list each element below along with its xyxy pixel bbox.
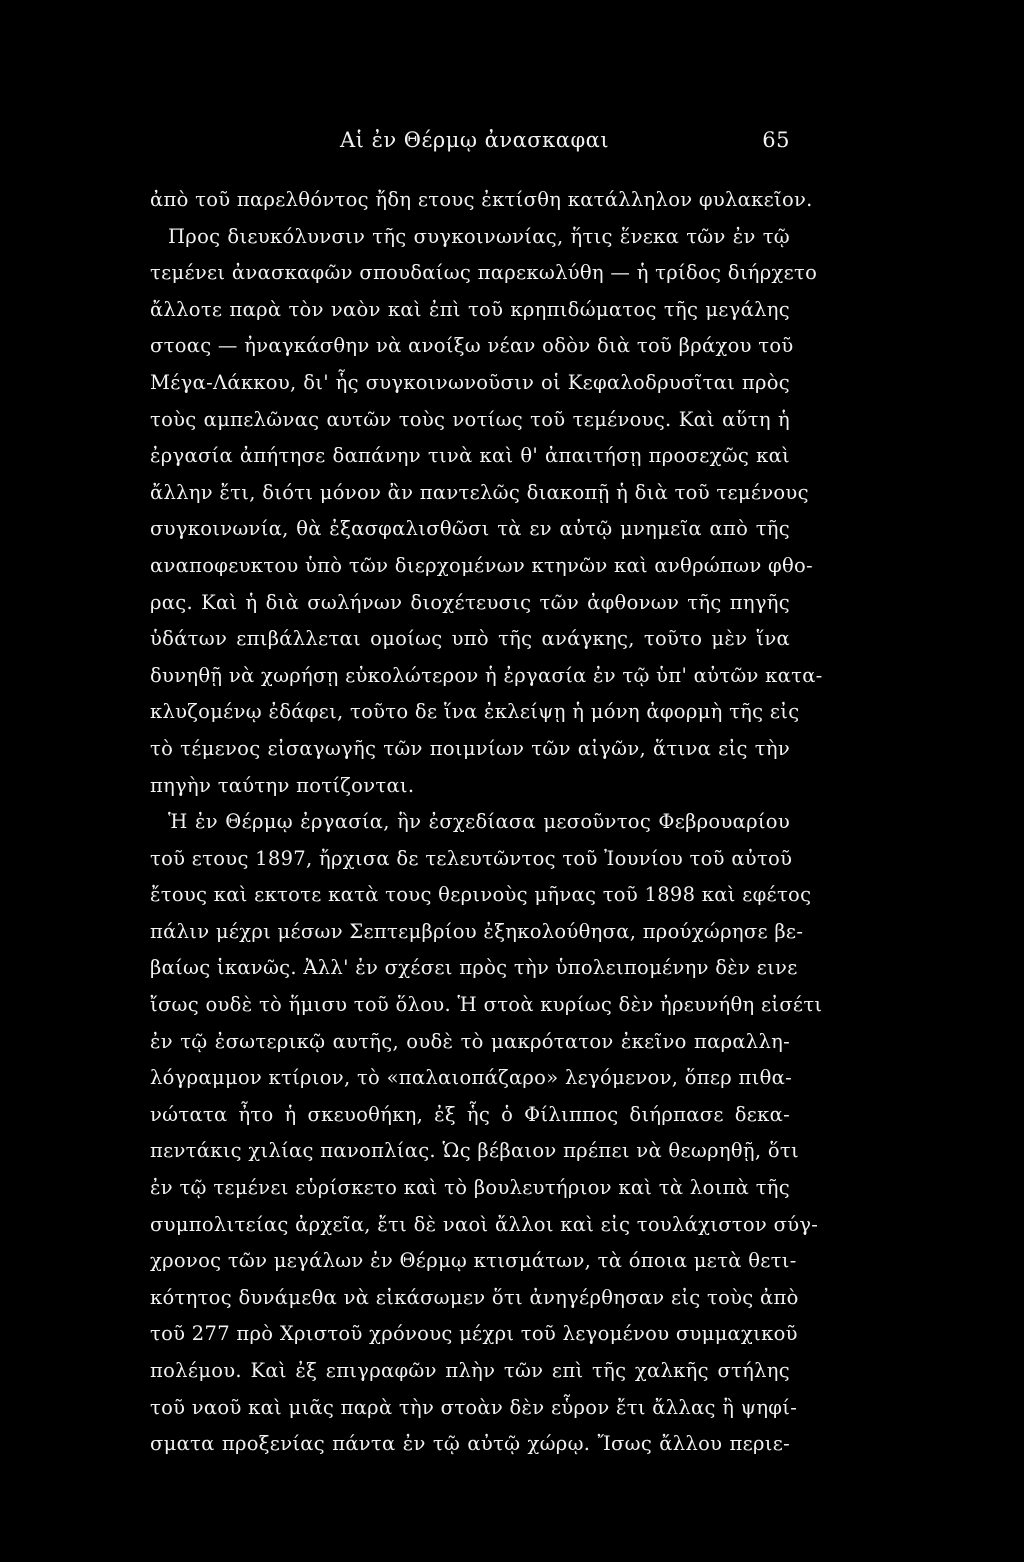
text-line: τὸ τέμενος εἰσαγωγῆς τῶν ποιμνίων τῶν αἰγῶν, ἅτινα εἰς τὴν [150, 736, 790, 760]
page-header [150, 128, 790, 160]
text-line: χρονος τῶν μεγάλων ἐν Θέρμῳ κτισμάτων, τὰ όποια μετὰ θετι- [150, 1249, 797, 1273]
text-line: τοῦ 277 πρὸ Χριστοῦ χρόνους μέχρι τοῦ λεγομένου συμμαχικοῦ [150, 1322, 798, 1346]
text-line: ἔτους καὶ εκτοτε κατὰ τους θερινοὺς μῆνας τοῦ 1898 καὶ εφέτος [150, 883, 812, 907]
text-line: τεμένει ἀνασκαφῶν σπουδαίως παρεκωλύθη — ἡ τρίδος διήρχετο [150, 261, 818, 285]
text-line: ἐν τῷ ἐσωτερικῷ αυτῆς, ουδὲ τὸ μακρότατον ἐκεῖνο παραλλη- [150, 1029, 790, 1053]
text-line: Μέγα-Λάκκου, δι' ἧς συγκοινωνοῦσιν οἱ Κεφαλοδρυσῖται πρὸς [150, 370, 790, 394]
text-line: τοῦ ναοῦ καὶ μιᾶς παρὰ τὴν στοὰν δὲν εὗρον ἔτι ἄλλας ἢ ψηφί- [150, 1395, 798, 1419]
text-line: ἀπὸ τοῦ παρελθόντος ἤδη ετους ἐκτίσθη κατάλληλον φυλακεῖον. [150, 188, 813, 211]
text-line: Ἡ ἐν Θέρμῳ ἐργασία, ἣν ἐσχεδίασα μεσοῦντος Φεβρουαρίου [168, 810, 790, 834]
text-line: συγκοινωνία, θὰ ἐξασφαλισθῶσι τὰ εν αὐτῷ μνημεῖα απὸ τῆς [150, 517, 790, 541]
text-line: αναποφευκτου ὑπὸ τῶν διερχομένων κτηνῶν καὶ ανθρώπων φθο- [150, 553, 813, 577]
text-line: Προς διευκόλυνσιν τῆς συγκοινωνίας, ἥτις ἕνεκα τῶν ἐν τῷ [168, 224, 790, 248]
text-line: βαίως ἱκανῶς. Ἀλλ' ἐν σχέσει πρὸς τὴν ὑπολειπομένην δὲν εινε [150, 956, 798, 980]
text-line: ἄλλην ἔτι, διότι μόνον ἂν παντελῶς διακοπῇ ἡ διὰ τοῦ τεμένους [150, 480, 809, 504]
text-line: τοὺς αμπελῶνας αυτῶν τοὺς νοτίως τοῦ τεμένους. Καὶ αὕτη ἡ [150, 407, 790, 431]
page-number: 65 [762, 128, 790, 152]
text-line: ὑδάτων επιβάλλεται ομοίως υπὸ τῆς ανάγκης, τοῦτο μὲν ἵνα [150, 627, 790, 651]
text-line: κότητος δυνάμεθα νὰ εἰκάσωμεν ὅτι ἀνηγέρθησαν εἰς τοὺς ἀπὸ [150, 1285, 799, 1309]
body-text [150, 182, 823, 1463]
text-line: ἐργασία ἀπήτησε δαπάνην τινὰ καὶ θ' ἀπαιτήσῃ προσεχῶς καὶ [150, 444, 790, 468]
text-line: ἴσως ουδὲ τὸ ἥμισυ τοῦ ὅλου. Ἡ στοὰ κυρίως δὲν ἠρευνήθη εἰσέτι [150, 993, 823, 1017]
text-line: συμπολιτείας ἀρχεῖα, ἔτι δὲ ναοὶ ἄλλοι καὶ εἰς τουλάχιστον σύγ- [150, 1212, 819, 1236]
text-line: νώτατα ἦτο ἡ σκευοθήκη, ἐξ ἧς ὁ Φίλιππος διήρπασε δεκα- [150, 1102, 790, 1126]
text-line: ἐν τῷ τεμένει εὑρίσκετο καὶ τὸ βουλευτήριον καὶ τὰ λοιπὰ τῆς [150, 1176, 790, 1200]
text-line: σματα προξενίας πάντα ἐν τῷ αὐτῷ χώρῳ. Ἴσως ἄλλου περιε- [150, 1432, 790, 1456]
text-line: πηγὴν ταύτην ποτίζονται. [150, 773, 415, 797]
running-title: Αἱ ἐν Θέρμῳ ἀνασκαφαι [340, 128, 610, 152]
text-line: πάλιν μέχρι μέσων Σεπτεμβρίου ἐξηκολούθησα, προύχώρησε βε- [150, 919, 804, 943]
text-line: ρας. Καὶ ἡ διὰ σωλήνων διοχέτευσις τῶν ἀφθονων τῆς πηγῆς [150, 590, 790, 614]
text-line: λόγραμμον κτίριον, τὸ «παλαιοπάζαρο» λεγόμενον, ὅπερ πιθα- [150, 1066, 793, 1090]
text-line: πολέμου. Καὶ ἐξ επιγραφῶν πλὴν τῶν επὶ τῆς χαλκῆς στήλης [150, 1359, 790, 1382]
text-line: τοῦ ετους 1897, ἤρχισα δε τελευτῶντος τοῦ Ἰουνίου τοῦ αὐτοῦ [150, 846, 793, 870]
text-line: κλυζομένῳ ἐδάφει, τοῦτο δε ἵνα ἐκλείψῃ ἡ μόνη ἀφορμὴ τῆς εἰς [150, 700, 800, 724]
text-line: πεντάκις χιλίας πανοπλίας. Ὡς βέβαιον πρέπει νὰ θεωρηθῇ, ὅτι [150, 1139, 799, 1163]
text-line: ἄλλοτε παρὰ τὸν ναὸν καὶ ἐπὶ τοῦ κρηπιδώματος τῆς μεγάλης [150, 297, 790, 321]
text-line: δυνηθῇ νὰ χωρήσῃ εὐκολώτερον ἡ ἐργασία ἐν τῷ ὑπ' αὐτῶν κατα- [150, 663, 823, 687]
text-line: στοας — ἠναγκάσθην νὰ ανοίξω νέαν οδὸν διὰ τοῦ βράχου τοῦ [150, 334, 794, 358]
